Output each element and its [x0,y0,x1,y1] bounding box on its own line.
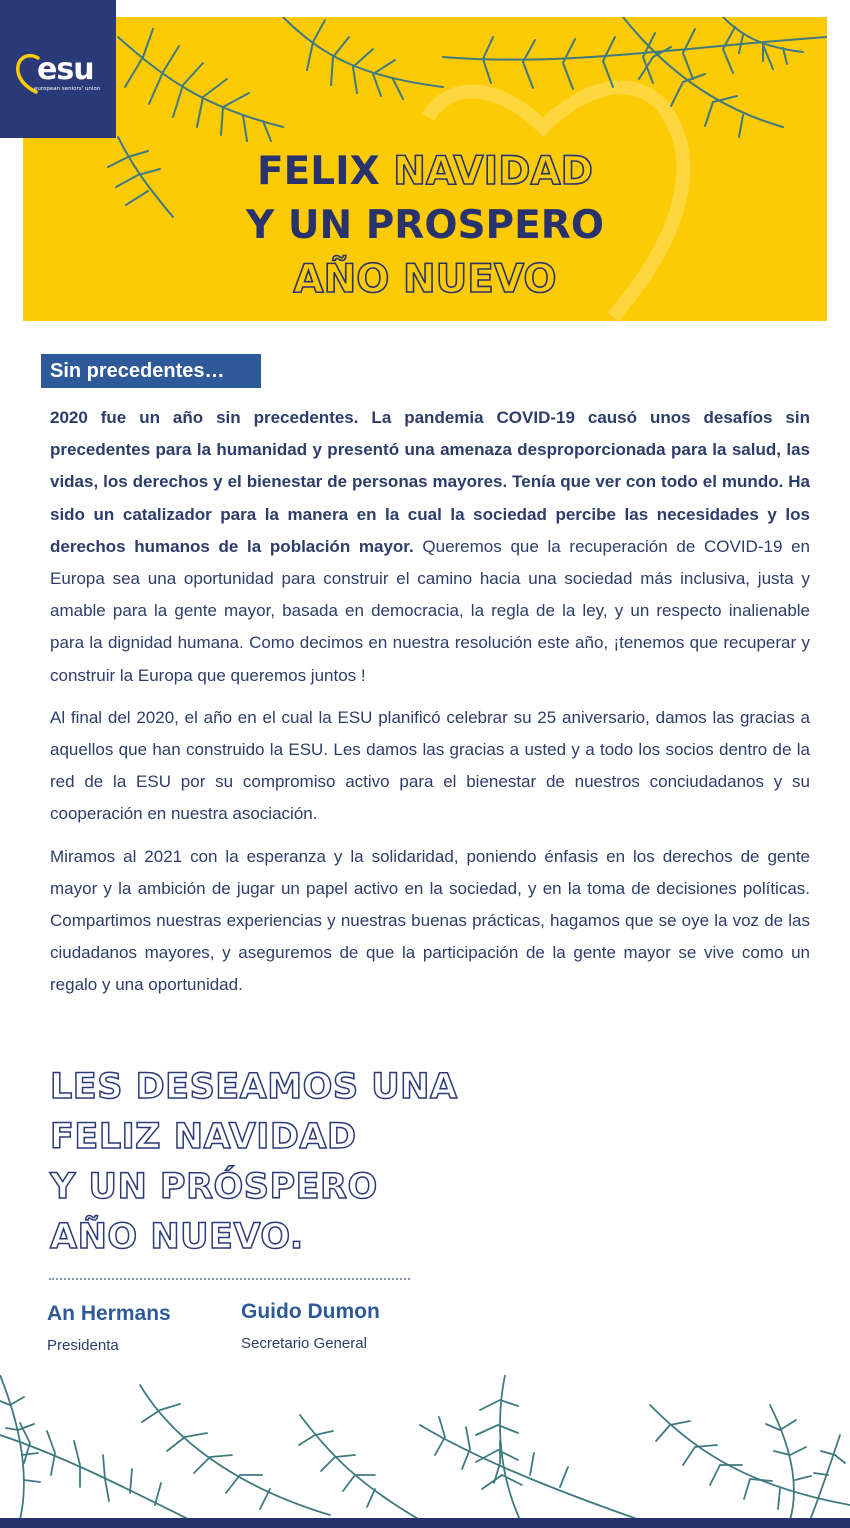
banner-line1-outline: NAVIDAD [393,149,594,194]
footer-pine-branches-icon [0,1375,850,1520]
signature-name-1: An Hermans [47,1302,171,1325]
footer-bar [0,1518,850,1528]
banner-line2: Y UN PROSPERO [246,203,604,248]
dotted-divider [49,1278,410,1280]
section-title: Sin precedentes… [41,354,261,388]
signature-role-2: Secretario General [241,1335,367,1352]
signature-role-1: Presidenta [47,1337,119,1354]
paragraph-1 [50,402,810,692]
paragraph-1-regular: Queremos que la recuperación de COVID-19 en Europa sea una oportunidad para construir el camino hacia una sociedad más inclusiva, justa y amable para la gente mayor, basada en democracia, la regla de la ley, y un respecto inalienable para la dignidad humana. Como decimos en nuestra resolución este año, ¡tenemos que recuperar y construir la Europa que queremos juntos ! [50,536,810,685]
wishes-heading [50,1062,458,1262]
banner-line3: AÑO NUEVO [293,257,557,302]
wish-line-1: LES DESEAMOS UNA [50,1067,458,1107]
wish-line-4: AÑO NUEVO. [50,1217,304,1257]
wish-line-3: Y UN PRÓSPERO [50,1167,378,1207]
logo-wordmark: esu [37,52,94,87]
christmas-banner [23,17,827,321]
letter-body [50,402,810,1012]
wish-line-2: FELIZ NAVIDAD [50,1117,357,1157]
signature-name-2: Guido Dumon [241,1300,380,1323]
banner-title [23,145,827,307]
logo-subtitle: european seniors' union [34,86,101,92]
esu-logo [0,0,116,138]
paragraph-1-bold: 2020 fue un año sin precedentes. La pandemia COVID-19 causó unos desafíos sin precedentes para la humanidad y presentó una amenaza desproporcionada para la salud, las vidas, los derechos y el bienestar de personas mayores. Tenía que ver con todo el mundo. Ha sido un catalizador para la manera en la cual la sociedad percibe las necesidades y los derechos humanos de la población mayor. [50,408,810,556]
paragraph-3: Miramos al 2021 con la esperanza y la solidaridad, poniendo énfasis en los derechos de gente mayor y la ambición de jugar un papel activo en la sociedad, y en la toma de decisiones políticas. Compartimos nuestras experiencias y nuestras buenas prácticas, hagamos que se oye la voz de las ciudadanos mayores, y aseguremos de que la participación de la gente mayor se vive como un regalo y una oportunidad. [50,846,810,995]
paragraph-2: Al final del 2020, el año en el cual la ESU planificó celebrar su 25 aniversario, damos las gracias a aquellos que han construido la ESU. Les damos las gracias a usted y a todo los socios dentro de la red de la ESU por su compromiso activo para el bienestar de nuestros conciudadanos y su cooperación en nuestra asociación. [50,707,810,824]
banner-line1-bold: FELIX [256,149,380,194]
